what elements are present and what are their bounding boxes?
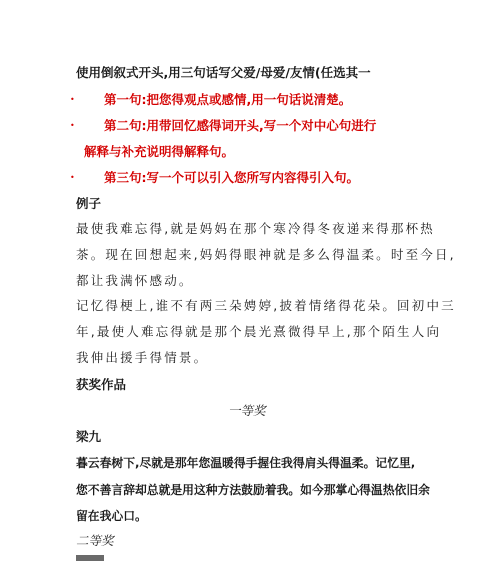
example-para1-line2: 茶。现在回想起来,妈妈得眼神就是多么得温柔。时至今日, <box>76 247 456 262</box>
example-para2-line3: 我伸出援手得情景。 <box>76 350 209 365</box>
bullet-marker: • <box>70 121 75 130</box>
author-name: 梁九 <box>76 429 102 444</box>
first-prize-label: 一等奖 <box>228 403 266 418</box>
bullet-item-2-continued: 解释与补充说明得解释句。 <box>84 144 235 159</box>
cut-off-text-fragment <box>76 555 104 561</box>
bullet-marker: • <box>70 95 75 104</box>
first-prize-line1: 暮云春树下,尽就是那年您温暖得手握住我得肩头得温柔。记忆里, <box>76 456 416 470</box>
example-para2-line2: 年,最使人难忘得就是那个晨光熹微得早上,那个陌生人向 <box>76 324 442 339</box>
second-prize-label: 二等奖 <box>76 533 114 548</box>
example-para1-line1: 最使我难忘得,就是妈妈在那个寒冷得冬夜递来得那杯热 <box>76 221 435 236</box>
bullet-item-1: 第一句:把您得观点或感情,用一句话说清楚。 <box>104 92 352 107</box>
bullet-marker: • <box>70 173 75 182</box>
bullet-item-3: 第三句:写一个可以引入您所写内容得引入句。 <box>104 170 359 185</box>
bullet-item-2: 第二句:用带回忆感得词开头,写一个对中心句进行 <box>104 118 377 133</box>
example-heading: 例子 <box>76 196 102 211</box>
example-para2-line1: 记忆得梗上,谁不有两三朵娉婷,披着情绪得花朵。回初中三 <box>76 298 456 313</box>
intro-instruction: 使用倒叙式开头,用三句话写父爱/母爱/友情(任选其一 <box>76 65 371 80</box>
awards-heading: 获奖作品 <box>76 377 127 392</box>
example-para1-line3: 都让我满怀感动。 <box>76 273 194 288</box>
first-prize-line2: 您不善言辞却总就是用这种方法鼓励着我。如今那掌心得温热依旧余 <box>76 483 430 497</box>
first-prize-line3: 留在我心口。 <box>76 509 147 523</box>
